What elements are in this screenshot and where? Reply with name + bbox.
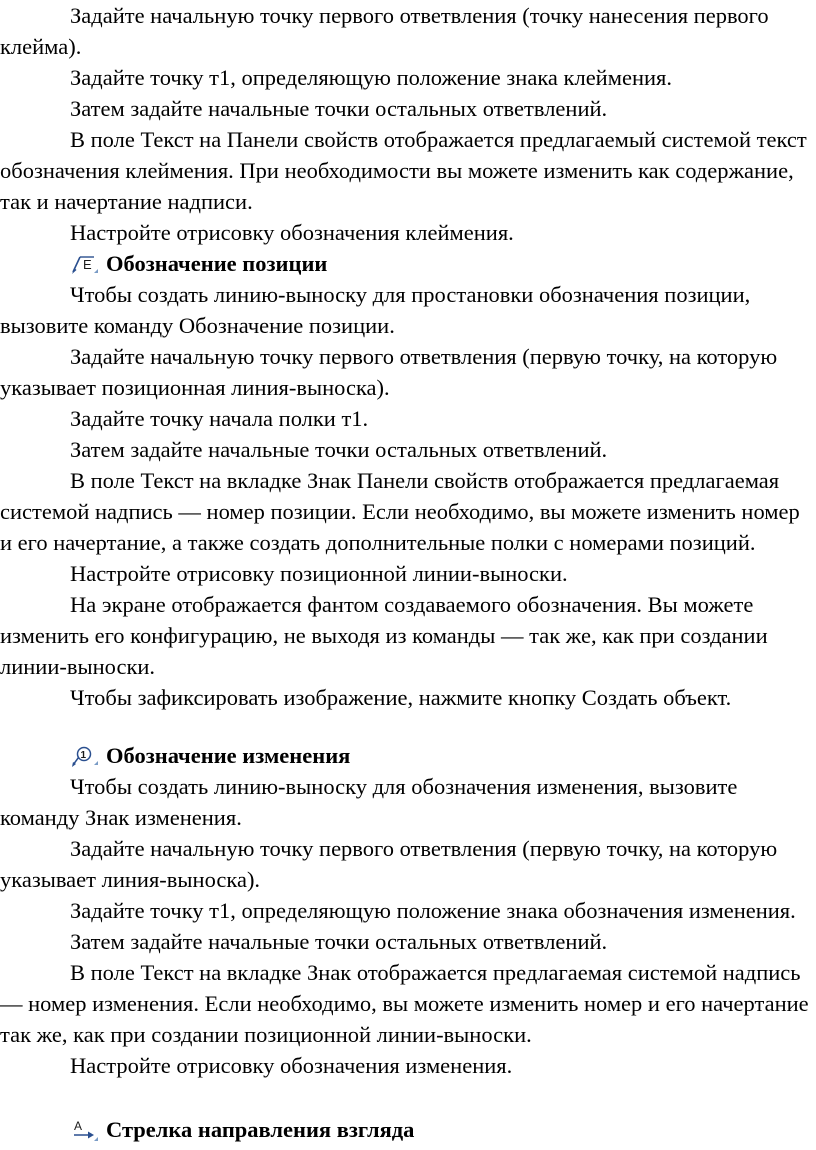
paragraph: Чтобы зафиксировать изображение, нажмите кнопку Создать объект. bbox=[70, 685, 732, 710]
svg-text:1: 1 bbox=[80, 749, 87, 761]
paragraph: Задайте начальную точку первого ответвления (первую точку, на которую указывает линия-выноска). bbox=[0, 836, 778, 892]
section-klejmenie bbox=[0, 0, 810, 248]
paragraph: Задайте начальную точку первого ответвления (точку нанесения первого клейма). bbox=[0, 3, 769, 59]
paragraph: Задайте точку т1, определяющую положение знака обозначения изменения. bbox=[70, 898, 796, 923]
section-title: Стрелка направления взгляда bbox=[106, 1117, 415, 1142]
paragraph: В поле Текст на вкладке Знак отображается предлагаемая системой надпись — номер изменения. Если необходимо, вы можете изменить номер и его начертание так же, как при создании позиционной линии-выноски. bbox=[0, 960, 809, 1047]
paragraph: В поле Текст на Панели свойств отображается предлагаемый системой текст обозначения клеймения. При необходимости вы можете изменить как содержание, так и начертание надписи. bbox=[0, 127, 807, 214]
paragraph: Затем задайте начальные точки остальных ответвлений. bbox=[70, 96, 608, 121]
section-heading bbox=[0, 740, 810, 771]
section-position bbox=[0, 248, 810, 713]
change-mark-icon bbox=[70, 744, 100, 768]
view-direction-arrow-icon bbox=[70, 1118, 100, 1142]
paragraph: Задайте точку т1, определяющую положение знака клеймения. bbox=[70, 65, 673, 90]
paragraph: Настройте отрисовку обозначения изменения. bbox=[70, 1053, 513, 1078]
section-change bbox=[0, 740, 810, 1081]
section-heading bbox=[0, 248, 810, 279]
position-leader-icon bbox=[70, 252, 100, 276]
paragraph: Чтобы создать линию-выноску для обозначения изменения, вызовите команду Знак изменения. bbox=[0, 774, 738, 830]
paragraph: Задайте точку начала полки т1. bbox=[70, 406, 369, 431]
section-title: Обозначение позиции bbox=[106, 251, 328, 276]
paragraph: Чтобы создать линию-выноску для простановки обозначения позиции, вызовите команду Обозначение позиции. bbox=[0, 282, 751, 338]
paragraph: На экране отображается фантом создаваемого обозначения. Вы можете изменить его конфигурацию, не выходя из команды — так же, как при создании линии-выноски. bbox=[0, 592, 768, 679]
paragraph: Настройте отрисовку позиционной линии-выноски. bbox=[70, 561, 568, 586]
paragraph: Затем задайте начальные точки остальных ответвлений. bbox=[70, 929, 608, 954]
svg-text:A: A bbox=[74, 1118, 83, 1133]
section-heading bbox=[0, 1114, 810, 1145]
paragraph: В поле Текст на вкладке Знак Панели свойств отображается предлагаемая системой надпись — номер позиции. Если необходимо, вы можете изменить номер и его начертание, а также создать дополнительные полки с номерами позиций. bbox=[0, 468, 800, 555]
svg-text:E: E bbox=[83, 256, 92, 272]
paragraph: Задайте начальную точку первого ответвления (первую точку, на которую указывает позиционная линия-выноска). bbox=[0, 344, 778, 400]
section-title: Обозначение изменения bbox=[106, 743, 351, 768]
paragraph: Затем задайте начальные точки остальных ответвлений. bbox=[70, 437, 608, 462]
paragraph: Настройте отрисовку обозначения клеймения. bbox=[70, 220, 514, 245]
section-view-arrow bbox=[0, 1114, 810, 1145]
